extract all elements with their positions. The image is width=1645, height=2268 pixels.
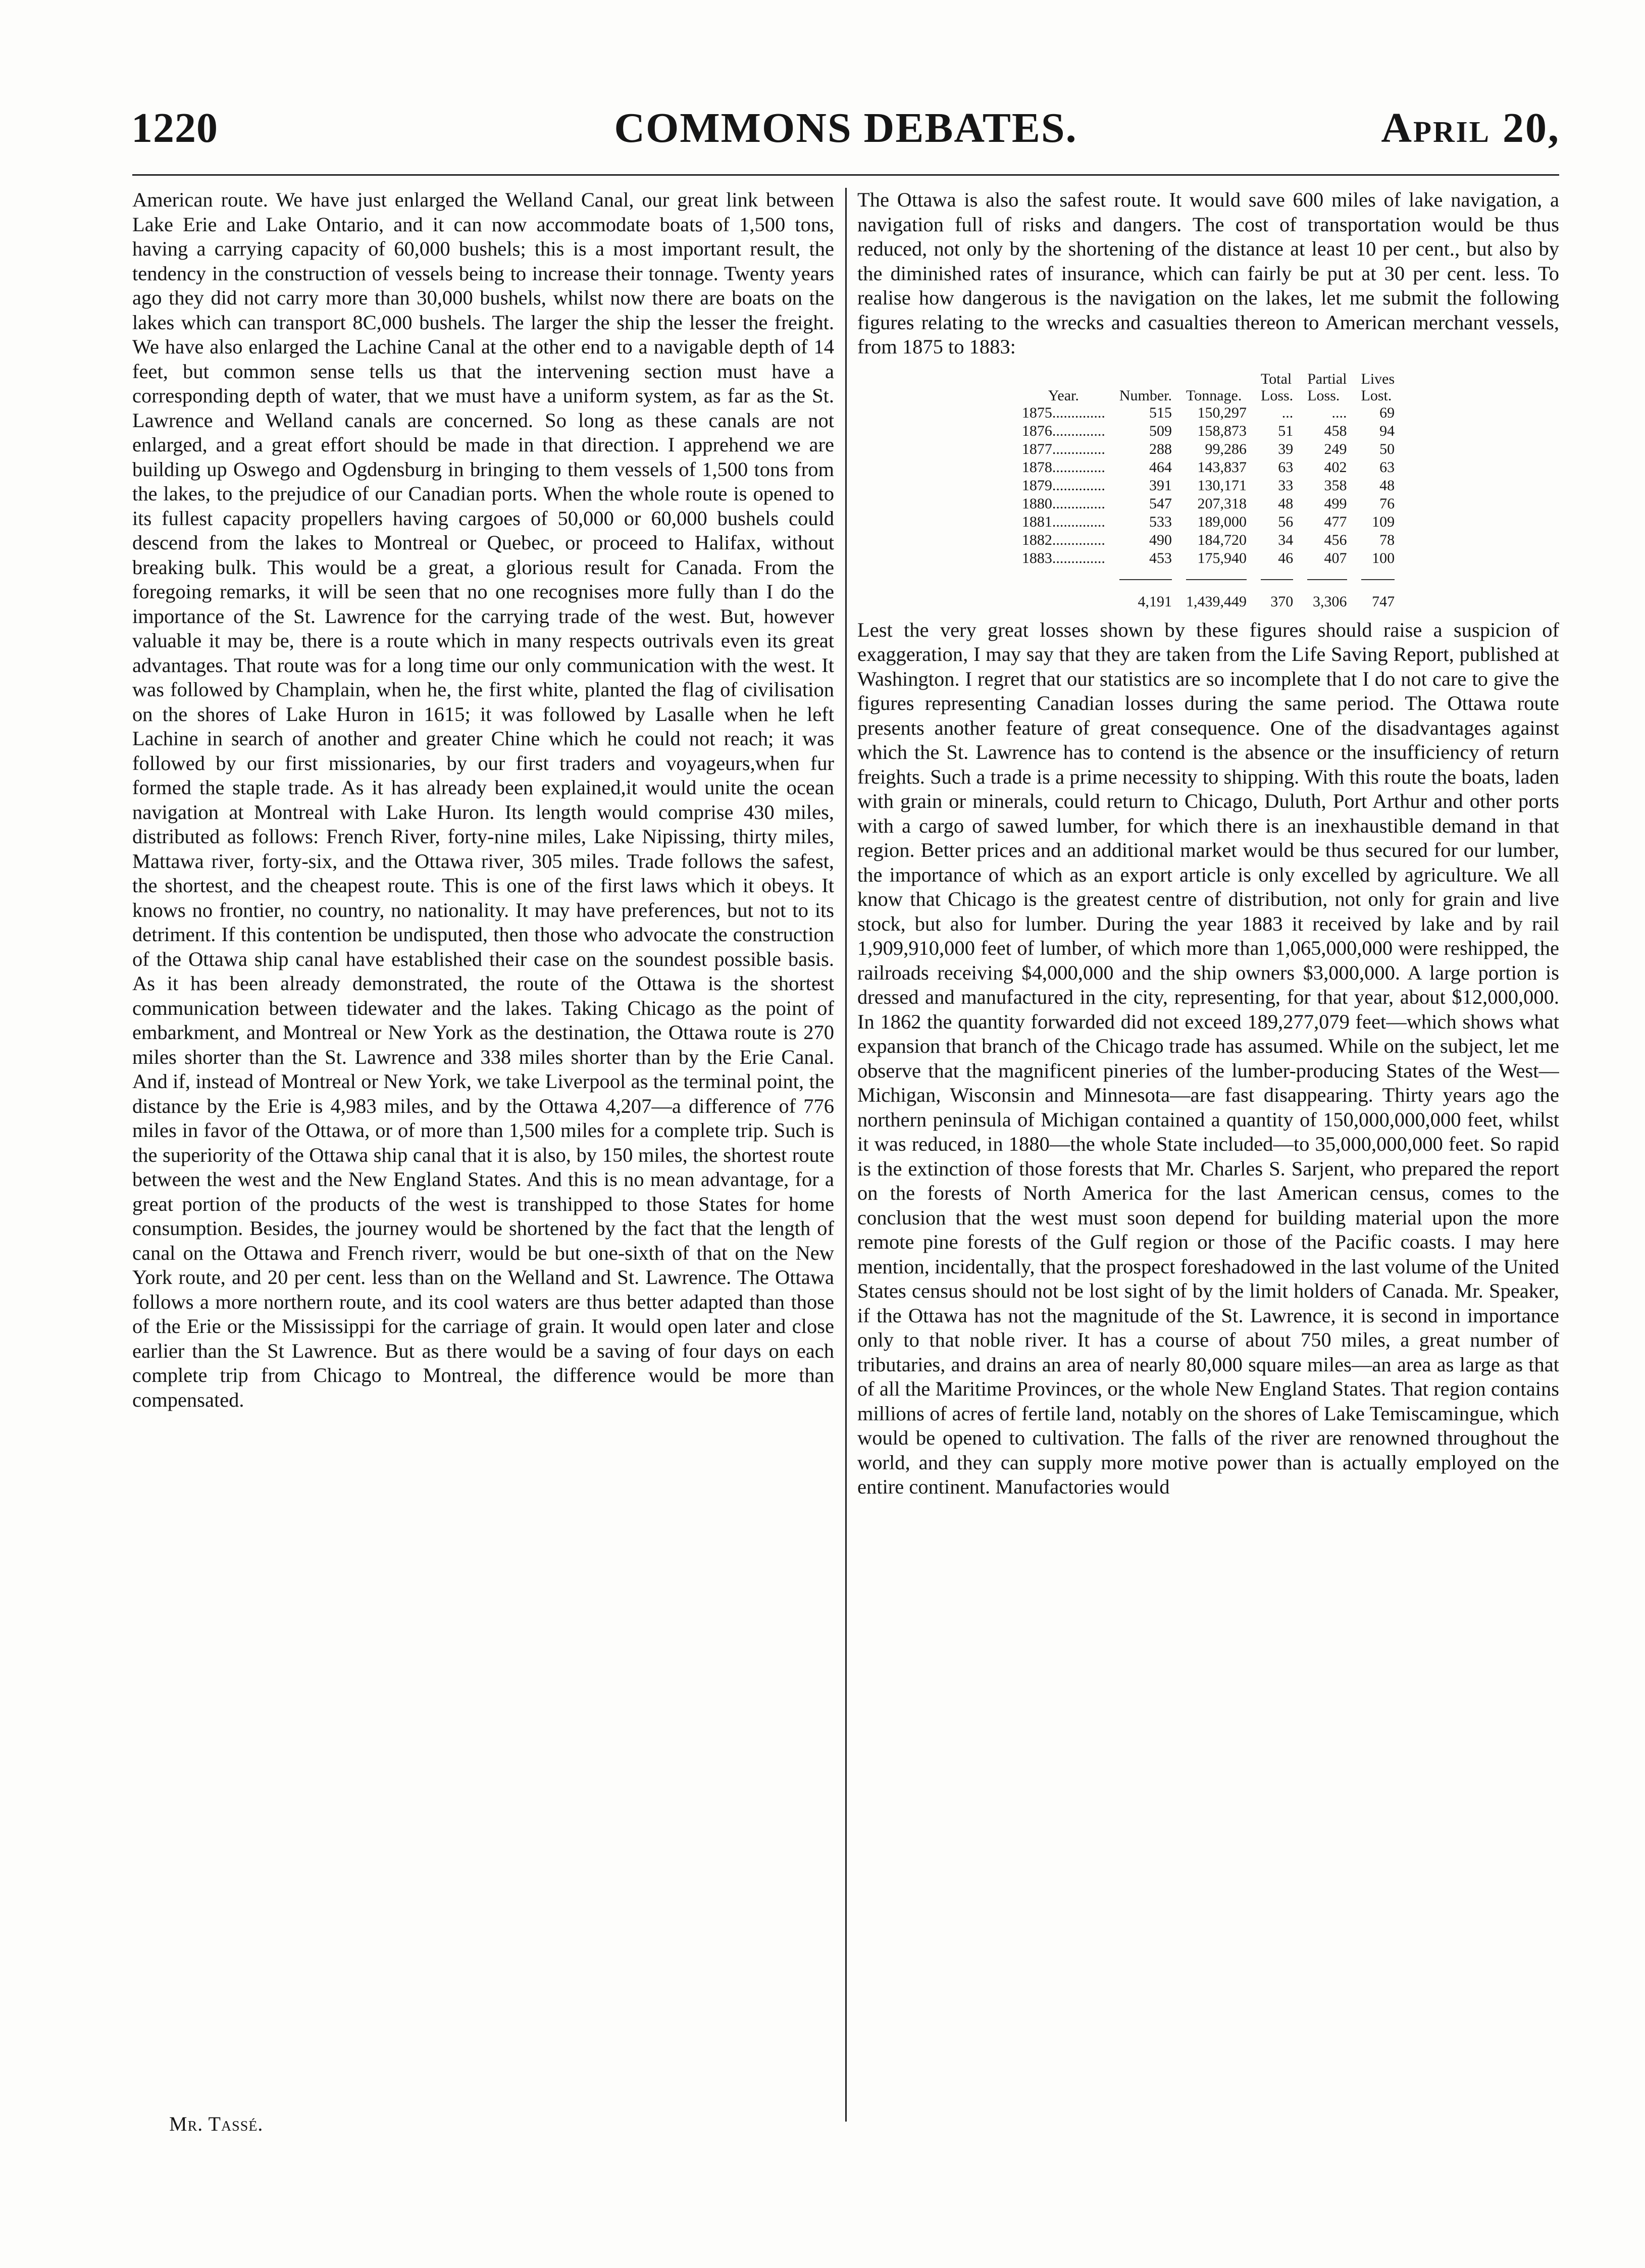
cell-tonnage: 184,720 — [1197, 531, 1247, 548]
running-title: COMMONS DEBATES. — [614, 105, 1077, 151]
cell-number: 464 — [1149, 458, 1172, 476]
table-row — [1015, 458, 1402, 477]
cell-number: 288 — [1149, 440, 1172, 457]
rule-lives-lost — [1354, 568, 1402, 591]
cell-year: 1879.............. — [1021, 477, 1105, 494]
cell-number: 515 — [1149, 404, 1172, 421]
right-column-intro: The Ottawa is also the safest route. It would save 600 miles of lake navigation, a navigation full of risks and dangers. The cost of transportation would be thus reduced, not only by the shortening of the distance at least 10 per cent., but also by the diminished rates of insurance, which can fairly be put at 30 per cent. less. To realise how dangerous is the navigation on the lakes, let me submit the following figures relating to the wrecks and casualties thereon to American merchant vessels, from 1875 to 1883: — [857, 188, 1559, 358]
cell-number: 509 — [1149, 422, 1172, 439]
column-divider — [845, 188, 847, 2122]
header-year: Year. — [1048, 387, 1079, 404]
rule-spacer — [1015, 568, 1112, 591]
header-total-loss: Total Loss. — [1261, 370, 1294, 404]
running-date: April 20, — [1381, 105, 1560, 151]
cell-lives-lost: 50 — [1379, 440, 1395, 457]
table-row — [1015, 495, 1402, 513]
cell-year: 1876.............. — [1021, 422, 1105, 439]
table-row — [1015, 477, 1402, 495]
cell-tonnage: 150,297 — [1197, 404, 1247, 421]
cell-tonnage: 99,286 — [1205, 440, 1247, 457]
cell-total-loss: ... — [1281, 404, 1294, 421]
cell-lives-lost: 94 — [1379, 422, 1395, 439]
cell-tonnage: 175,940 — [1197, 549, 1247, 566]
cell-partial-loss: 402 — [1324, 458, 1347, 476]
total-lives-lost: 747 — [1372, 593, 1395, 610]
cell-lives-lost: 63 — [1379, 458, 1395, 476]
cell-lives-lost: 78 — [1379, 531, 1395, 548]
table-rule-row — [1015, 568, 1402, 591]
cell-number: 391 — [1149, 477, 1172, 494]
cell-tonnage: 143,837 — [1197, 458, 1247, 476]
cell-total-loss: 39 — [1278, 440, 1294, 457]
right-column-continuation: Lest the very great losses shown by these figures should raise a suspicion of exaggeration, I may say that they are taken from the Life Saving Report, published at Washington. I regret that our statistics are so incomplete that I do not care to give the figures representing Canadian losses during the same period. The Ottawa route presents another feature of great consequence. One of the disadvantages against which the St. Lawrence has to contend is the absence or the insufficiency of return freights. Such a trade is a prime necessity to shipping. With this route the boats, laden with grain or minerals, could return to Chicago, Duluth, Port Arthur and other ports with a cargo of sawed lumber, for which there is an inexhaustible demand in that region. Better prices and an additional market would be thus secured for our lumber, the importance of which as an export article is only excelled by agriculture. We all know that Chicago is the greatest centre of distribution, not only for grain and live stock, but also for lumber. During the year 1883 it received by lake and by rail 1,909,910,000 feet of lumber, of which more than 1,065,000,000 were reshipped, the railroads receiving $4,000,000 and the ship owners $3,000,000. A large portion is dressed and manufactured in the city, representing, for that year, about $12,000,000. In 1862 the quantity forwarded did not exceed 189,277,079 feet—which shows what expansion that branch of the Chicago trade has assumed. While on the subject, let me observe that the magnificent pineries of the lumber-producing States of the West—Michigan, Wisconsin and Minnesota—are fast disappearing. Thirty years ago the northern peninsula of Michigan contained a quantity of 150,000,000,000 feet, whilst it was reduced, in 1880—the whole State included—to 35,000,000,000 feet. So rapid is the extinction of those forests that Mr. Charles S. Sarjent, who prepared the report on the forests of North America for the last American census, comes to the conclusion that the west must soon depend for building material upon the more remote pine forests of the Gulf region or those of the Pacific coasts. I may here mention, incidentally, that the prospect foreshadowed in the last volume of the United States census should not be lost sight of by the limit holders of Canada. Mr. Speaker, if the Ottawa has not the magnitude of the St. Lawrence, it is second in importance only to that noble river. It has a course of about 750 miles, a great number of tributaries, and drains an area of nearly 80,000 square miles—an area as large as that of all the Maritime Provinces, or the whole New England States. That region contains millions of acres of fertile land, notably on the shores of Lake Temiscamingue, which would be opened to cultivation. The falls of the river are renowned throughout the world, and they can supply more motive power than is actually employed on the entire continent. Manufactories would — [857, 618, 1559, 1498]
rule-partial-loss — [1300, 568, 1354, 591]
header-tonnage: Tonnage. — [1186, 387, 1242, 404]
cell-year: 1875.............. — [1021, 404, 1105, 421]
table-row — [1015, 422, 1402, 440]
cell-partial-loss: 477 — [1324, 513, 1347, 530]
speaker-footer: Mr. Tassé. — [169, 2112, 264, 2135]
total-total-loss: 370 — [1270, 593, 1294, 610]
table-row — [1015, 531, 1402, 549]
table-row — [1015, 404, 1402, 422]
cell-partial-loss: 499 — [1324, 495, 1347, 512]
cell-year: 1878.............. — [1021, 458, 1105, 476]
left-column-text: American route. We have just enlarged the Welland Canal, our great link between Lake Erie and Lake Ontario, and it can now accommodate boats of 1,500 tons, having a carrying capacity of 60,000 bushels; this is a most important result, the tendency in the construction of vessels being to increase their tonnage. Twenty years ago they did not carry more than 30,000 bushels, whilst now there are boats on the lakes which can transport 8C,000 bushels. The larger the ship the lesser the freight. We have also enlarged the Lachine Canal at the other end to a navigable depth of 14 feet, but common sense tells us that the intervening section must have a corresponding depth of water, that we must have a uniform system, as far as the St. Lawrence and Welland canals are concerned. So long as these canals are not enlarged, and a great effort should be made in that direction. I apprehend we are building up Oswego and Ogdensburg in bringing to them vessels of 1,500 tons from the lakes, to the prejudice of our Canadian ports. When the whole route is opened to its fullest capacity propellers having cargoes of 50,000 or 60,000 bushels could descend from the lakes to Montreal or Quebec, or proceed to Halifax, without breaking bulk. This would be a great, a glorious result for Canada. From the foregoing remarks, it will be seen that no one recognises more fully than I do the importance of the St. Lawrence for the carrying trade of the west. But, however valuable it may be, there is a route which in many respects outrivals even its great advantages. That route was for a long time our only communication with the west. It was followed by Champlain, when he, the first white, planted the flag of civilisation on the shores of Lake Huron in 1615; it was followed by Lasalle when he left Lachine in search of another and greater Chine which he could not reach; it was followed by our first missionaries, by our first traders and voyageurs,when fur formed the staple trade. As it has already been explained,it would unite the ocean navigation at Montreal with Lake Huron. Its length would comprise 430 miles, distributed as follows: French River, forty-nine miles, Lake Nipissing, thirty miles, Mattawa river, forty-six, and the Ottawa river, 305 miles. Trade follows the safest, the shortest, and the cheapest route. This is one of the first laws which it obeys. It knows no frontier, no country, no nationality. It may have preferences, but not to its detriment. If this contention be undisputed, then those who advocate the construction of the Ottawa ship canal have established their case on the soundest possible basis. As it has been already demonstrated, the route of the Ottawa is the shortest communication between tidewater and the lakes. Taking Chicago as the point of embarkment, and Montreal or New York as the destination, the Ottawa route is 270 miles shorter than the St. Lawrence and 338 miles shorter than by the Erie Canal. And if, instead of Montreal or New York, we take Liverpool as the terminal point, the distance by the Erie is 4,983 miles, and by the Ottawa 4,207—a difference of 776 miles in favor of the Ottawa, or of more than 1,500 miles for a complete trip. Such is the superiority of the Ottawa ship canal that it is also, by 150 miles, the shortest route between the west and the New England States. And this is no mean advantage, for a great portion of the products of the west is transhipped to those States for home consumption. Besides, the journey would be shortened by the fact that the length of canal on the Ottawa and French riverr, would be but one-sixth of that on the New York route, and 20 per cent. less than on the Welland and St. Lawrence. The Ottawa follows a more northern route, and its cool waters are thus better adapted than those of the Erie or the Mississippi for the carriage of grain. It would open later and close earlier than the St Lawrence. But as there would be a saving of four days on each complete trip from Chicago to Montreal, the difference would be more than compensated. — [132, 188, 834, 1411]
header-partial-loss: Partial Loss. — [1307, 370, 1347, 404]
cell-number: 533 — [1149, 513, 1172, 530]
cell-year: 1877.............. — [1021, 440, 1105, 457]
header-rule — [132, 174, 1559, 176]
cell-total-loss: 51 — [1278, 422, 1294, 439]
cell-tonnage: 130,171 — [1197, 477, 1247, 494]
cell-lives-lost: 76 — [1379, 495, 1395, 512]
cell-total-loss: 34 — [1278, 531, 1294, 548]
cell-total-loss: 48 — [1278, 495, 1294, 512]
cell-partial-loss: 456 — [1324, 531, 1347, 548]
total-number: 4,191 — [1138, 593, 1172, 610]
cell-lives-lost: 48 — [1379, 477, 1395, 494]
total-spacer — [1015, 591, 1112, 611]
page-number: 1220 — [131, 105, 218, 151]
cell-partial-loss: 407 — [1324, 549, 1347, 566]
rule-number — [1112, 568, 1179, 591]
table-totals-row — [1015, 591, 1402, 611]
cell-lives-lost: 100 — [1372, 549, 1395, 566]
cell-total-loss: 46 — [1278, 549, 1294, 566]
header-number: Number. — [1119, 387, 1172, 404]
rule-total-loss — [1254, 568, 1300, 591]
cell-partial-loss: .... — [1331, 404, 1347, 421]
total-tonnage: 1,439,449 — [1186, 593, 1247, 610]
cell-number: 547 — [1149, 495, 1172, 512]
table-row — [1015, 513, 1402, 531]
rule-tonnage — [1179, 568, 1254, 591]
cell-total-loss: 56 — [1278, 513, 1294, 530]
cell-number: 453 — [1149, 549, 1172, 566]
wreck-statistics-table — [1015, 371, 1402, 611]
cell-total-loss: 33 — [1278, 477, 1294, 494]
left-column — [132, 188, 834, 2106]
total-partial-loss: 3,306 — [1313, 593, 1347, 610]
table-row — [1015, 440, 1402, 458]
right-column — [857, 188, 1559, 2106]
header-lives-lost: Lives Lost. — [1361, 370, 1395, 404]
cell-partial-loss: 358 — [1324, 477, 1347, 494]
cell-lives-lost: 69 — [1379, 404, 1395, 421]
cell-year: 1881.............. — [1021, 513, 1105, 530]
cell-year: 1882.............. — [1021, 531, 1105, 548]
cell-tonnage: 207,318 — [1197, 495, 1247, 512]
cell-year: 1883.............. — [1021, 549, 1105, 566]
cell-year: 1880.............. — [1021, 495, 1105, 512]
table-header-row — [1015, 371, 1402, 404]
table-row — [1015, 549, 1402, 568]
cell-lives-lost: 109 — [1372, 513, 1395, 530]
page-header — [131, 104, 1560, 159]
cell-number: 490 — [1149, 531, 1172, 548]
cell-tonnage: 158,873 — [1197, 422, 1247, 439]
cell-tonnage: 189,000 — [1197, 513, 1247, 530]
cell-total-loss: 63 — [1278, 458, 1294, 476]
cell-partial-loss: 458 — [1324, 422, 1347, 439]
cell-partial-loss: 249 — [1324, 440, 1347, 457]
